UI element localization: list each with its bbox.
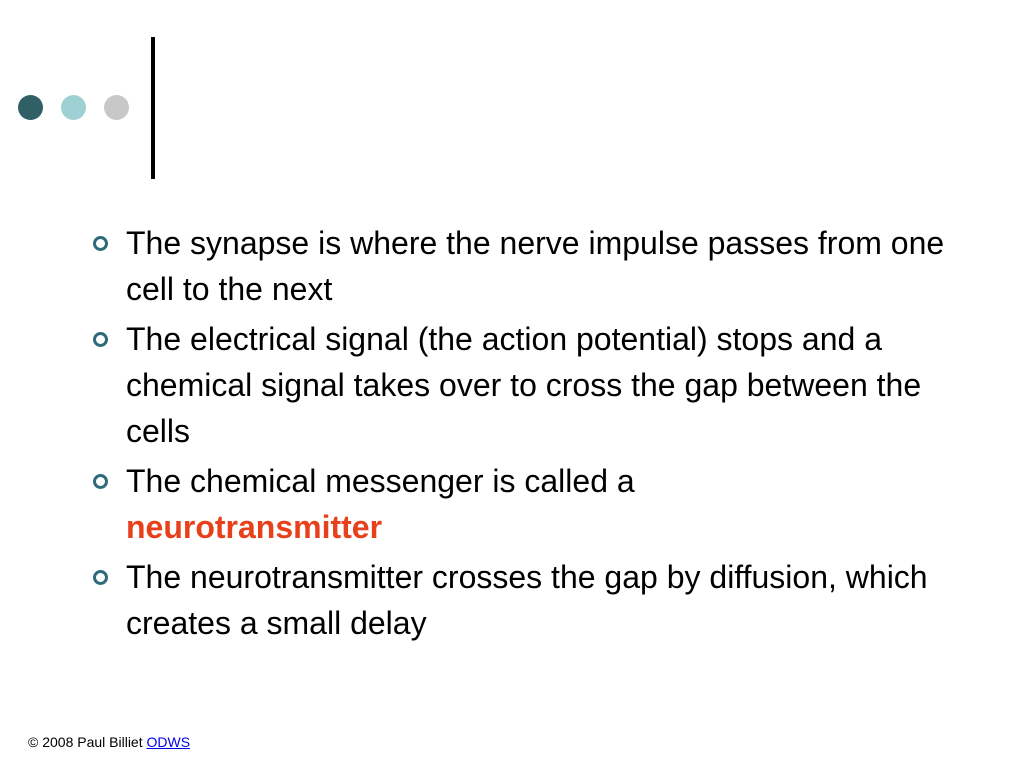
circle-bullet-icon (93, 474, 108, 489)
circle-bullet-icon (93, 236, 108, 251)
bullet-text: The neurotransmitter crosses the gap by diffusion, which creates a small delay (126, 559, 928, 641)
odws-link[interactable]: ODWS (146, 734, 191, 750)
bullet-list (92, 220, 992, 650)
copyright-text: © 2008 Paul Billiet (28, 734, 143, 750)
bullet-text: The electrical signal (the action potential) stops and a chemical signal takes over to cross the gap between the cells (126, 321, 922, 449)
bullet-text: The synapse is where the nerve impulse passes from one cell to the next (126, 225, 945, 307)
bullet-item (92, 220, 992, 312)
bullet-item (92, 554, 992, 646)
decorative-dot-dark (18, 95, 43, 120)
circle-bullet-icon (93, 332, 108, 347)
decorative-dot-grey (104, 95, 129, 120)
bullet-item (92, 316, 992, 454)
circle-bullet-icon (93, 570, 108, 585)
decorative-dot-light (61, 95, 86, 120)
title-divider-line (151, 37, 155, 179)
highlighted-term: neurotransmitter (126, 509, 383, 545)
bullet-text: The chemical messenger is called a (126, 463, 635, 499)
footer (28, 733, 190, 751)
bullet-item (92, 458, 992, 550)
